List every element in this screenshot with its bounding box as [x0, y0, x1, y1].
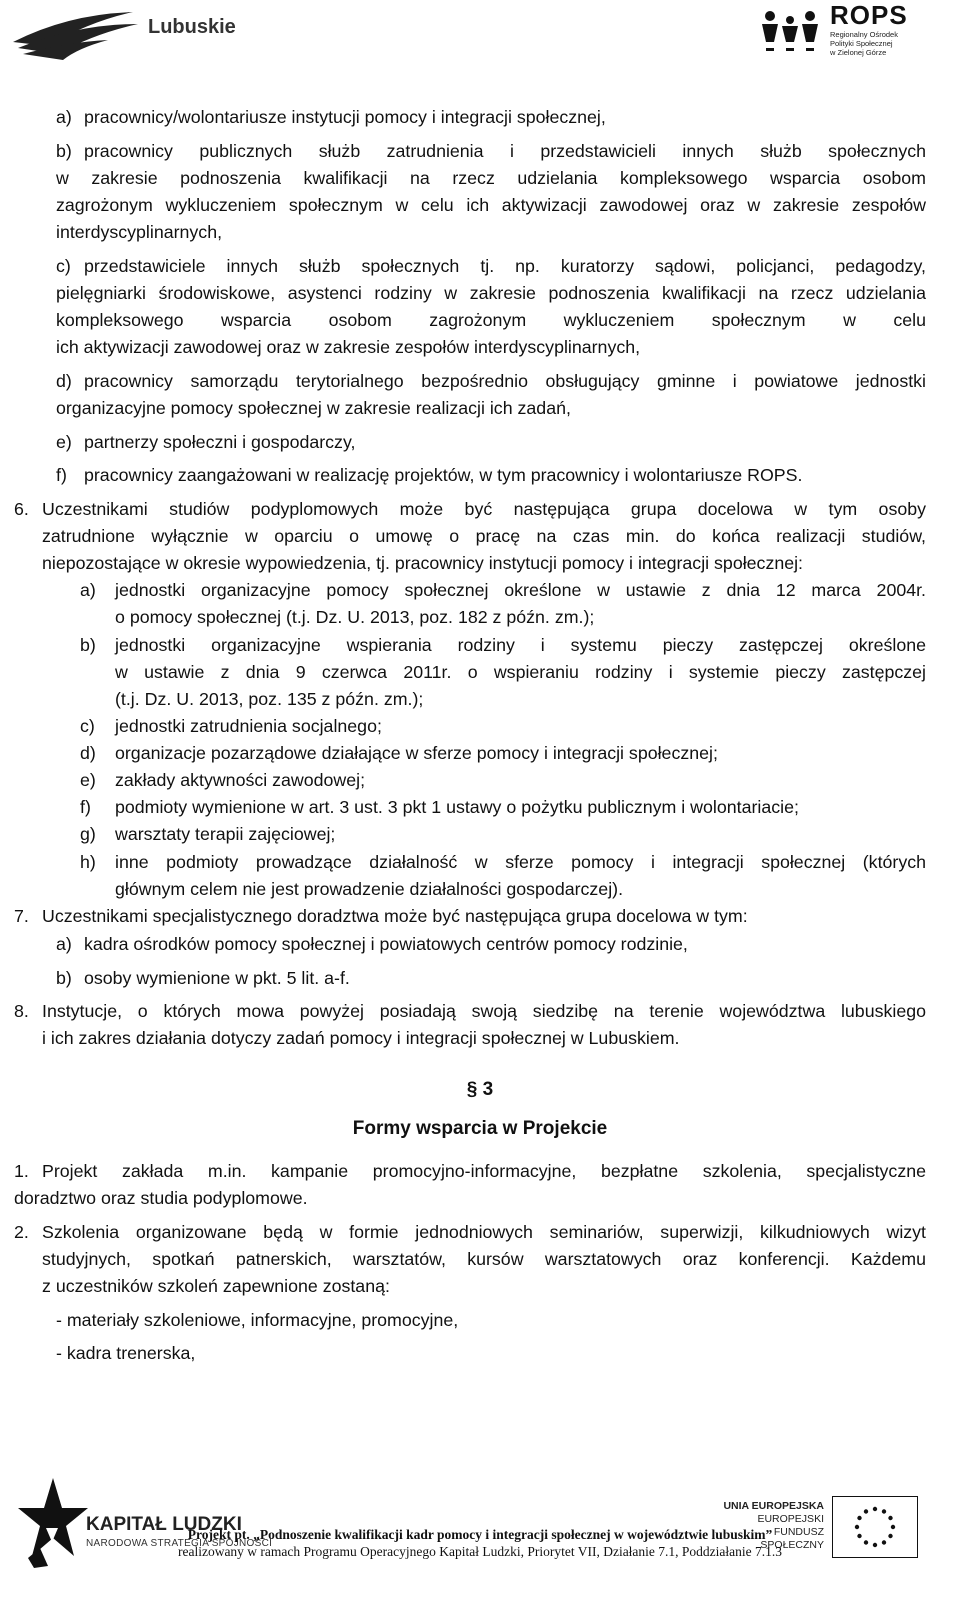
- list-item-marker: b): [56, 968, 72, 988]
- list-item-text: (t.j. Dz. U. 2013, poz. 135 z późn. zm.);: [115, 689, 424, 709]
- list-item-marker: b): [80, 635, 96, 655]
- section-number: § 3: [466, 1079, 494, 1100]
- paragraph-line: Uczestnikami specjalistycznego doradztwa może być następująca grupa docelowa w tym:: [42, 906, 748, 926]
- list-item-text: pielęgniarki środowiskowe, asystenci rodziny w zakresie podnoszenia kwalifikacji na rzecz udzielania: [56, 283, 926, 303]
- eu-text: UNIA EUROPEJSKA EUROPEJSKI FUNDUSZ SPOŁECZNY: [723, 1500, 824, 1551]
- lubuskie-emblem-icon: [8, 4, 148, 64]
- people-figures-icon: [760, 8, 828, 58]
- point-number: 8.: [14, 1001, 29, 1021]
- list-item-marker: c): [80, 716, 95, 736]
- list-item-marker: h): [80, 852, 96, 872]
- paragraph-line: Projekt zakłada m.in. kampanie promocyjno-informacyjne, bezpłatne szkolenia, specjalistyczne: [42, 1161, 926, 1181]
- list-item-marker: e): [56, 432, 72, 452]
- section-title: Formy wsparcia w Projekcie: [352, 1118, 608, 1139]
- rops-logo-title: ROPS: [830, 0, 908, 30]
- list-item-marker: a): [56, 107, 72, 127]
- lubuskie-logo: [8, 4, 258, 64]
- kl-title: KAPITAŁ LUDZKI: [86, 1514, 242, 1535]
- footer-project-line: Projekt pt. „Podnoszenie kwalifikacji kadr pomocy i integracji społecznej w województwie lubuskim”: [187, 1527, 773, 1542]
- list-item-text: zagrożonym wykluczeniem społecznym w celu ich aktywizacji zawodowej oraz w zakresie zespołów: [56, 195, 926, 215]
- footer-program-line: realizowany w ramach Programu Operacyjnego Kapitał Ludzki, Priorytet VII, Działanie 7.1, Poddziałanie 7.1.3: [177, 1544, 783, 1559]
- list-item-marker: a): [56, 934, 72, 954]
- list-item-marker: d): [80, 743, 96, 763]
- list-item-text: osoby wymienione w pkt. 5 lit. a-f.: [84, 968, 350, 988]
- point-number: 7.: [14, 906, 29, 926]
- point-number: 1.: [14, 1161, 29, 1181]
- list-item-text: jednostki organizacyjne wspierania rodziny i systemu pieczy zastępczej określone: [115, 635, 926, 655]
- paragraph-line: z uczestników szkoleń zapewnione zostaną:: [42, 1276, 390, 1296]
- list-item-text: organizacje pozarządowe działające w sferze pomocy i integracji społecznej;: [115, 743, 718, 763]
- list-item-text: przedstawiciele innych służb społecznych tj. np. kuratorzy sądowi, policjanci, pedagodzy,: [84, 256, 926, 276]
- list-item-text: kadra ośrodków pomocy społecznej i powiatowych centrów pomocy rodzinie,: [84, 934, 688, 954]
- paragraph-line: i ich zakres działania dotyczy zadań pomocy i integracji społecznej w Lubuskiem.: [42, 1028, 680, 1048]
- paragraph-line: Instytucje, o których mowa powyżej posiadają swoją siedzibę na terenie województwa lubuskiego: [42, 1001, 926, 1021]
- list-item-marker: g): [80, 824, 96, 844]
- list-item-text: głównym celem nie jest prowadzenie działalności gospodarczej).: [115, 879, 624, 899]
- list-item-marker: f): [80, 797, 91, 817]
- list-item-marker: d): [56, 371, 72, 391]
- paragraph-line: Szkolenia organizowane będą w formie jednodniowych seminariów, superwizji, kilkudniowych wizyt: [42, 1222, 926, 1242]
- list-item-text: warsztaty terapii zajęciowej;: [115, 824, 336, 844]
- list-item-text: pracownicy/wolontariusze instytucji pomocy i integracji społecznej,: [84, 107, 606, 127]
- list-item-text: pracownicy publicznych służb zatrudnienia i przedstawicieli innych służb społecznych: [84, 141, 926, 161]
- list-item-text: jednostki zatrudnienia socjalnego;: [115, 716, 382, 736]
- list-item-text: w ustawie z dnia 9 czerwca 2011r. o wspieraniu rodziny i systemie pieczy zastępczej: [115, 662, 926, 682]
- list-item-text: ich aktywizacji zawodowej oraz w zakresie zespołów interdyscyplinarnych,: [56, 337, 641, 357]
- list-item-text: pracownicy zaangażowani w realizację projektów, w tym pracownicy i wolontariusze ROPS.: [84, 465, 803, 485]
- list-item-text: kompleksowego wsparcia osobom zagrożonym wykluczeniem społecznym w celu: [56, 310, 926, 330]
- paragraph-line: studyjnych, spotkań patnerskich, warsztatów, kursów warsztatowych oraz konferencji. Każdemu: [42, 1249, 926, 1269]
- list-item-marker: a): [80, 580, 96, 600]
- list-item-text: inne podmioty prowadzące działalność w sferze pomocy i integracji społecznej (których: [115, 852, 926, 872]
- paragraph-line: niepozostające w okresie wypowiedzenia, tj. pracownicy instytucji pomocy i integracji społecznej:: [42, 553, 803, 573]
- list-item-text: o pomocy społecznej (t.j. Dz. U. 2013, poz. 182 z późn. zm.);: [115, 607, 595, 627]
- rops-logo-subtitle: Regionalny Ośrodek Polityki Społecznej w Zielonej Górze: [830, 30, 898, 57]
- paragraph-line: doradztwo oraz studia podyplomowe.: [14, 1188, 308, 1208]
- list-item-marker: e): [80, 770, 96, 790]
- list-item-text: organizacyjne pomocy społecznej w zakresie realizacji ich zadań,: [56, 398, 571, 418]
- point-number: 6.: [14, 499, 29, 519]
- dash-list-item: - materiały szkoleniowe, informacyjne, promocyjne,: [56, 1310, 459, 1330]
- paragraph-line: zatrudnione wyłącznie w oparciu o umowę o pracę na czas min. do końca realizacji studiów,: [42, 526, 926, 546]
- kl-subtitle: NARODOWA STRATEGIA SPÓJNOŚCI: [86, 1538, 273, 1549]
- point-number: 2.: [14, 1222, 29, 1242]
- list-item-text: interdyscyplinarnych,: [56, 222, 223, 242]
- list-item-marker: f): [56, 465, 67, 485]
- list-item-text: pracownicy samorządu terytorialnego bezpośrednio obsługujący gminne i powiatowe jednostki: [84, 371, 926, 391]
- list-item-marker: b): [56, 141, 72, 161]
- list-item-text: podmioty wymienione w art. 3 ust. 3 pkt 1 ustawy o pożytku publicznym i wolontariacie;: [115, 797, 799, 817]
- list-item-marker: c): [56, 256, 71, 276]
- paragraph-line: Uczestnikami studiów podyplomowych może być następująca grupa docelowa w tym osoby: [42, 499, 926, 519]
- rops-logo: [760, 2, 920, 60]
- list-item-text: partnerzy społeczni i gospodarczy,: [84, 432, 356, 452]
- list-item-text: zakłady aktywności zawodowej;: [115, 770, 366, 790]
- list-item-text: w zakresie podnoszenia kwalifikacji na rzecz udzielania kompleksowego wsparcia osobom: [56, 168, 926, 188]
- lubuskie-logo-text: Lubuskie: [148, 16, 236, 38]
- list-item-text: jednostki organizacyjne pomocy społecznej określone w ustawie z dnia 12 marca 2004r.: [115, 580, 926, 600]
- dash-list-item: - kadra trenerska,: [56, 1343, 196, 1363]
